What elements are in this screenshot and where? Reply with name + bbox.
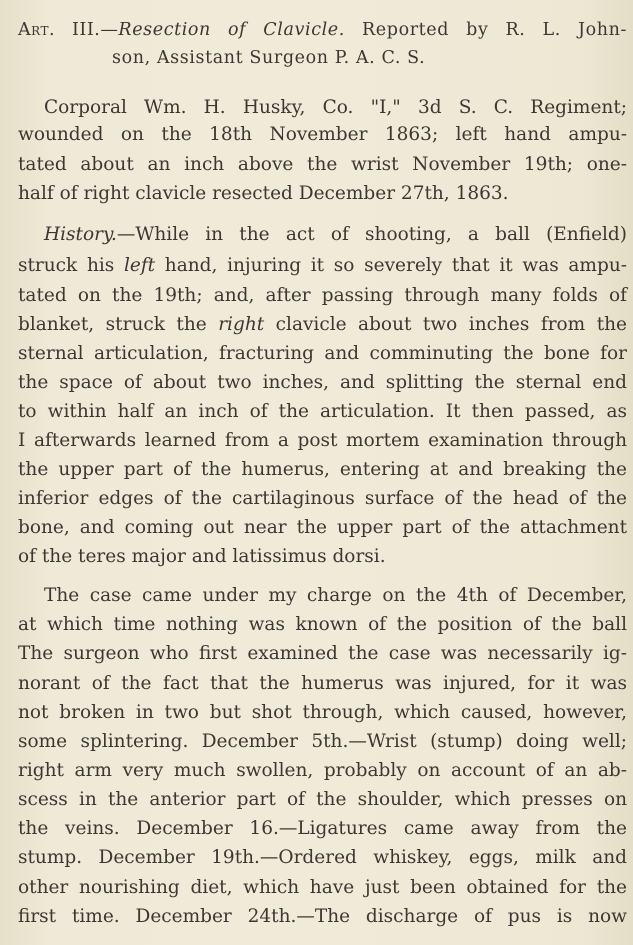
paragraph-2-line-11: bone, and coming out near the upper part of the attachment	[18, 517, 627, 538]
article-title: Resection of Clavicle.	[118, 20, 345, 40]
paragraph-1-line-1: Corporal Wm. H. Husky, Co. "I," 3d S. C. Regiment;	[44, 97, 627, 118]
article-heading-line-1	[18, 18, 627, 42]
article-byline-part-2: son, Assistant Surgeon P. A. C. S.	[112, 48, 426, 68]
paragraph-2-line-10: inferior edges of the cartilaginous surface of the head of the	[18, 488, 627, 509]
paragraph-1-line-2: wounded on the 18th November 1863; left hand ampu-	[18, 124, 627, 145]
paragraph-3-line-2: at which time nothing was known of the position of the ball	[18, 614, 627, 635]
emphasis-left: left	[123, 255, 156, 276]
paragraph-2-line-5: sternal articulation, fracturing and comminuting the bone for	[18, 343, 627, 364]
history-line-1-rest: —While in the act of shooting, a ball (Enfield)	[116, 224, 627, 245]
emphasis-right: right	[218, 314, 265, 335]
text-segment: blanket, struck the	[18, 314, 219, 335]
paragraph-3-line-10: stump. December 19th.—Ordered whiskey, eggs, milk and	[18, 847, 627, 868]
article-byline-part-1: Reported by R. L. John-	[362, 20, 627, 40]
paragraph-3-line-9: the veins. December 16.—Ligatures came away from the	[18, 818, 627, 839]
text-segment: struck his	[18, 255, 124, 276]
article-heading-line-2	[112, 46, 627, 70]
text-segment: clavicle about two inches from the	[264, 314, 628, 335]
paragraph-1-line-3: tated about an inch above the wrist November 19th; one-	[18, 154, 627, 175]
paragraph-3-line-11: other nourishing diet, which have just been obtained for the	[18, 877, 627, 898]
paragraph-3-line-5: not broken in two but shot through, which caused, however,	[18, 702, 627, 723]
heading-dash: —	[100, 20, 119, 40]
paragraph-2-line-8: I afterwards learned from a post mortem examination through	[18, 430, 627, 451]
text-segment: hand, injuring it so severely that it was ampu-	[155, 255, 627, 276]
paragraph-3-line-6: some splintering. December 5th.—Wrist (stump) doing well;	[18, 731, 627, 752]
paragraph-3-line-3: The surgeon who first examined the case was necessarily ig-	[18, 643, 627, 664]
paragraph-3-line-4: norant of the fact that the humerus was injured, for it was	[18, 673, 627, 694]
paragraph-2-line-7: to within half an inch of the articulation. It then passed, as	[18, 401, 627, 422]
paragraph-3-line-8: scess in the anterior part of the shoulder, which presses on	[18, 789, 627, 810]
paragraph-2-line-1	[44, 223, 627, 247]
paragraph-2-line-9: the upper part of the humerus, entering at and breaking the	[18, 459, 627, 480]
paragraph-2-line-12: of the teres major and latissimus dorsi.	[18, 546, 386, 567]
paragraph-2-line-3: tated on the 19th; and, after passing through many folds of	[18, 285, 627, 306]
paragraph-3-line-12: first time. December 24th.—The discharge of pus is now	[18, 906, 627, 927]
paragraph-3-line-1: The case came under my charge on the 4th of December,	[44, 585, 627, 606]
history-lead: History.	[44, 224, 117, 245]
paragraph-1-line-4: half of right clavicle resected December 27th, 1863.	[18, 183, 509, 204]
paragraph-2-line-2	[18, 254, 627, 278]
paragraph-2-line-6: the space of about two inches, and splitting the sternal end	[18, 372, 627, 393]
article-label: Art. III.	[18, 20, 101, 40]
paragraph-2-line-4	[18, 313, 627, 337]
paragraph-3-line-7: right arm very much swollen, probably on account of an ab-	[18, 760, 627, 781]
